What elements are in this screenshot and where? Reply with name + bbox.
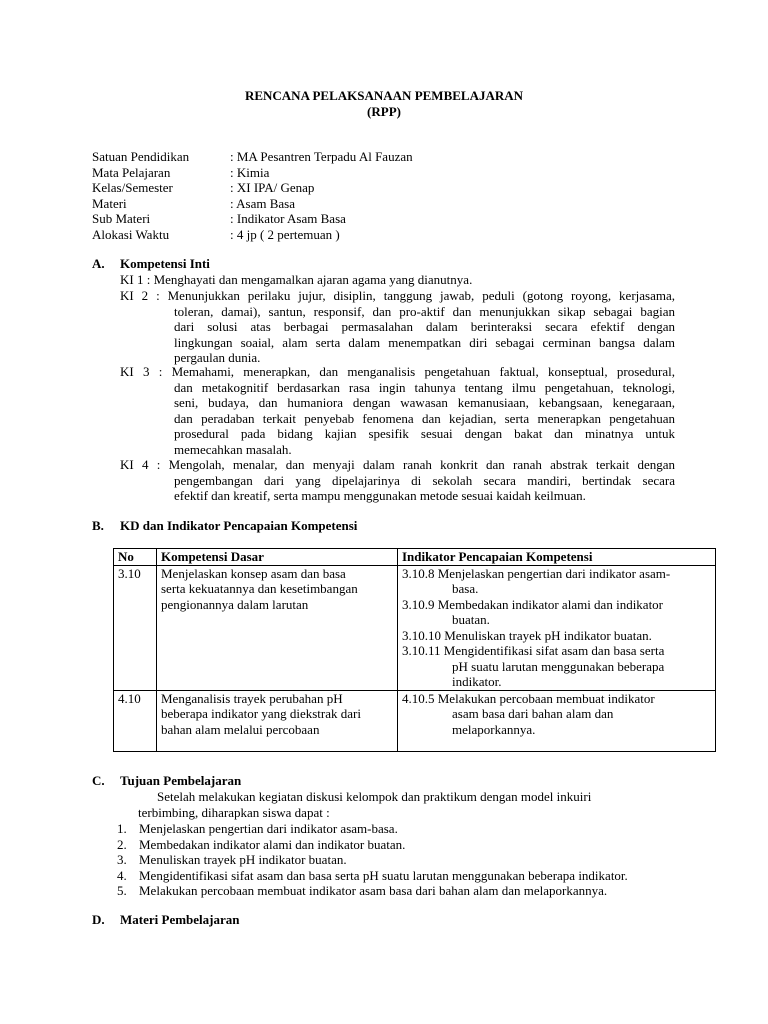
ki-line: dan peradaban terkait penyebab fenomena dan kejadian, serta menerapkan pengetahuan [174,410,675,426]
ki-line: toleran, damai), santun, responsif, dan pro-aktif dan menunjukkan sikap sebagai bagian [174,303,675,319]
table-header-row [114,549,716,566]
ki-4 [120,457,675,504]
identity-label: Satuan Pendidikan [92,149,190,164]
ki-1 [120,272,675,288]
cell-line: pengionannya dalam larutan [161,596,309,612]
ki-line: KI 2 : Menunjukkan perilaku jujur, disiplin, tanggung jawab, peduli (gotong royong, kerjasama, [120,288,675,303]
identity-row [92,149,413,165]
identity-value: : Indikator Asam Basa [230,211,346,227]
cell-line: asam basa dari bahan alam dan [452,706,614,721]
section-title: Materi Pembelajaran [120,912,240,927]
cell-line: melaporkannya. [452,721,536,737]
list-number: 3. [117,852,127,867]
ki-line: prosedural pada bidang kajian spesifik sesuai dengan bakat dan minatnya untuk [174,426,675,441]
cell-indikator [398,565,716,690]
identity-row [92,165,413,181]
identity-label: Materi [92,195,127,211]
cell-no: 3.10 [114,565,157,690]
identity-label: Sub Materi [92,211,151,227]
identity-value: : XI IPA/ Genap [230,180,315,196]
list-item [117,852,628,868]
ki-3 [120,364,675,457]
ki-2 [120,288,675,366]
section-d-heading [92,912,239,928]
identity-value: : Kimia [230,164,270,180]
section-c-heading [92,773,241,789]
list-text: Melakukan percobaan membuat indikator asam basa dari bahan alam dan melaporkannya. [139,883,608,898]
section-b-heading [92,518,357,534]
list-text: Mengidentifikasi sifat asam dan basa serta pH suatu larutan menggunakan beberapa indikator. [139,867,628,883]
cell-line: 3.10.8 Menjelaskan pengertian dari indikator asam- [402,565,671,581]
ki-line: lingkungan soaial, alam serta dalam menempatkan diri sebagai cerminan bangsa dalam [174,334,675,350]
column-header-kd: Kompetensi Dasar [157,549,398,566]
tujuan-intro-line-1: Setelah melakukan kegiatan diskusi kelompok dan praktikum dengan model inkuiri [157,789,592,804]
cell-line: basa. [452,581,479,596]
list-number: 2. [117,836,127,852]
cell-line: buatan. [452,612,490,627]
list-item [117,821,628,837]
list-item [117,883,628,899]
identity-row [92,196,413,212]
column-header-indikator: Indikator Pencapaian Kompetensi [398,549,716,566]
cell-line: beberapa indikator yang diekstrak dari [161,706,361,721]
list-item [117,837,628,853]
cell-line: bahan alam melalui percobaan [161,721,320,737]
kd-table [113,548,716,752]
tujuan-intro-line-2: terbimbing, diharapkan siswa dapat : [138,805,330,820]
ki-line: pengembangan dari yang dipelajarinya di sekolah secara mandiri, bertindak secara [174,472,675,488]
identity-label: Alokasi Waktu [92,226,170,242]
table-row [114,690,716,752]
cell-line: Menjelaskan konsep asam dan basa [161,565,346,581]
list-text: Menjelaskan pengertian dari indikator asam-basa. [139,821,398,836]
section-letter: C. [92,773,105,788]
identity-value: : 4 jp ( 2 pertemuan ) [230,226,340,242]
ki-line: KI 4 : Mengolah, menalar, dan menyaji dalam ranah konkrit dan ranah abstrak terkait dengan [120,457,675,472]
section-letter: B. [92,518,104,533]
cell-line: 3.10.10 Menuliskan trayek pH indikator buatan. [402,627,652,643]
column-header-no: No [114,549,157,566]
section-letter: A. [92,256,105,271]
cell-line: 3.10.11 Mengidentifikasi sifat asam dan basa serta [402,643,665,658]
cell-line: pH suatu larutan menggunakan beberapa [452,658,665,674]
cell-line: 3.10.9 Membedakan indikator alami dan indikator [402,596,664,612]
cell-line: indikator. [452,674,502,689]
identity-value: : MA Pesantren Terpadu Al Fauzan [230,149,413,164]
document-title: RENCANA PELAKSANAAN PEMBELAJARAN [244,88,524,103]
identity-row [92,227,413,243]
document-subtitle: (RPP) [367,104,401,119]
section-title: Kompetensi Inti [120,256,210,271]
section-title: KD dan Indikator Pencapaian Kompetensi [120,518,358,533]
identity-value: : Asam Basa [230,195,295,211]
identity-label: Kelas/Semester [92,180,173,196]
identity-block [92,149,413,243]
ki-line: efektif dan kreatif, serta mampu menggunakan metode sesuai kaidah keilmuan. [174,488,586,503]
table-row [114,565,716,690]
ki-line: pergaulan dunia. [174,350,261,365]
list-number: 5. [117,883,127,898]
list-number: 4. [117,867,127,883]
ki-line: memecahkan masalah. [174,441,292,457]
ki-line: seni, budaya, dan humaniora dengan wawasan kemanusiaan, kebangsaan, kenegaraan, [174,395,675,410]
cell-indikator [398,690,716,752]
ki-line: dan metakognitif berdasarkan rasa ingin tahunya tentang ilmu pengetahuan, teknologi, [174,379,675,395]
cell-kd [157,565,398,690]
section-title: Tujuan Pembelajaran [120,773,242,788]
list-item [117,868,628,884]
cell-line: 4.10.5 Melakukan percobaan membuat indikator [402,690,655,706]
tujuan-list [117,821,628,899]
cell-line: Menganalisis trayek perubahan pH [161,690,343,706]
identity-row [92,180,413,196]
list-text: Membedakan indikator alami dan indikator buatan. [139,836,406,852]
ki-line: KI 3 : Memahami, menerapkan, dan menganalisis pengetahuan faktual, konseptual, prosedural, [120,364,675,379]
cell-kd [157,690,398,752]
list-number: 1. [117,821,127,836]
section-a-heading [92,256,210,272]
cell-no: 4.10 [114,690,157,752]
ki-line: dari solusi atas berbagai permasalahan dalam berinteraksi secara efektif dengan [174,319,675,334]
identity-label: Mata Pelajaran [92,164,171,180]
ki-line: KI 1 : Menghayati dan mengamalkan ajaran agama yang dianutnya. [120,272,473,287]
list-text: Menuliskan trayek pH indikator buatan. [139,852,347,867]
identity-row [92,211,413,227]
cell-line: serta kekuatannya dan kesetimbangan [161,581,358,596]
section-letter: D. [92,912,105,927]
